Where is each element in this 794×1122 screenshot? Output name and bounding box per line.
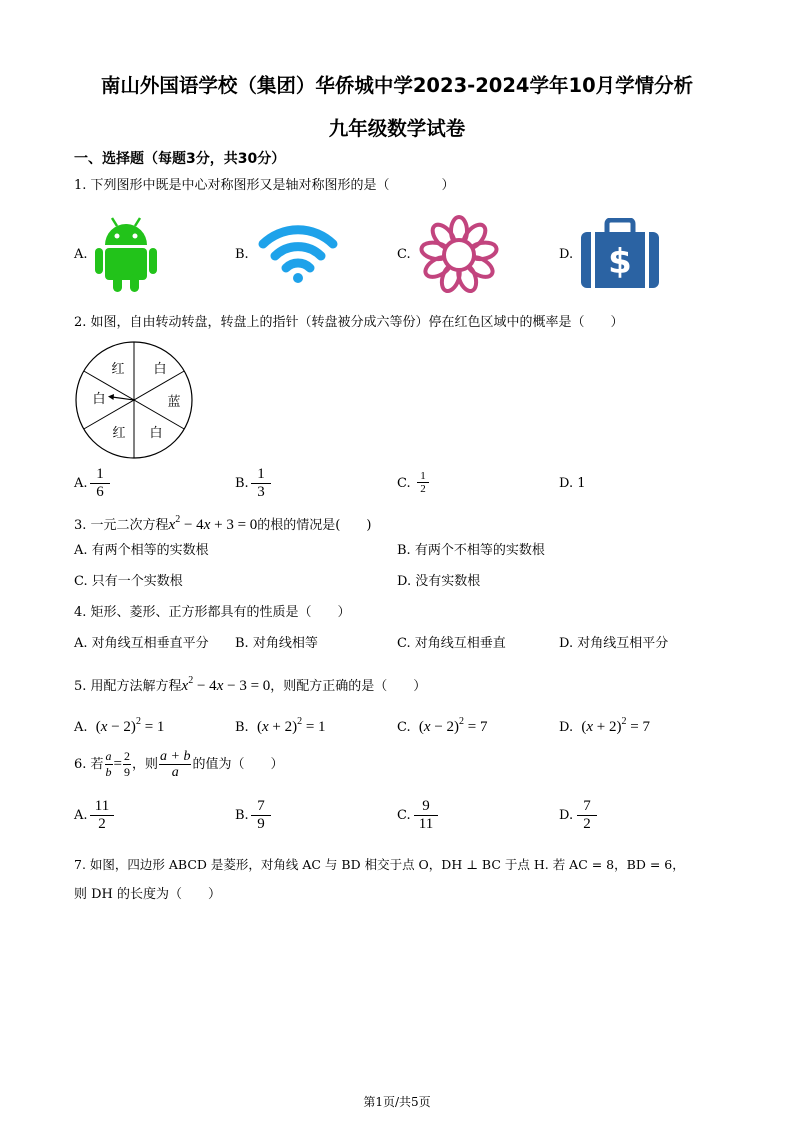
q5-option-b: B. $(x + 2)^2 = 1$ bbox=[235, 716, 326, 735]
question-1-stem: 1. 下列图形中既是中心对称图形又是轴对称图形的是（ ） bbox=[74, 178, 455, 193]
q3-prefix: 3. 一元二次方程 bbox=[74, 518, 169, 533]
spinner-wheel-figure bbox=[72, 338, 196, 462]
question-7-line2: 则 DH 的长度为（ ） bbox=[74, 887, 222, 902]
android-robot-icon bbox=[92, 214, 160, 294]
q6-mid: ，则 bbox=[132, 757, 159, 772]
wheel-sector-1: 红 bbox=[111, 362, 125, 377]
q6-condition-fraction-ab: $\frac{a}{b}$ bbox=[105, 749, 112, 779]
question-7-line1: 7. 如图，四边形 ABCD 是菱形，对角线 AC 与 BD 相交于点 O，DH ⊥ BC 于点 H. 若 AC = 8，BD = 6， bbox=[74, 857, 685, 872]
q3-option-a: A. 有两个相等的实数根 bbox=[74, 543, 209, 558]
question-2-stem: 2. 如图，自由转动转盘，转盘上的指针（转盘被分成六等份）停在红色区域中的概率是（ ） bbox=[74, 315, 624, 330]
q6-expression-fraction: $\frac{a + b}{a}$ bbox=[160, 749, 191, 780]
q5-suffix: ，则配方正确的是（ ） bbox=[270, 679, 427, 694]
page-title: 南山外国语学校（集团）华侨城中学2023-2024学年10月学情分析 bbox=[100, 74, 694, 97]
q4-option-b: B. 对角线相等 bbox=[235, 636, 318, 651]
q2-option-c-label: C. bbox=[397, 476, 411, 491]
section-header: 一、选择题（每题3分，共30分） bbox=[74, 151, 286, 167]
q6-option-c-label: C. bbox=[397, 808, 411, 823]
q6-prefix: 6. 若 bbox=[74, 757, 104, 772]
q1-option-a-label: A. bbox=[74, 247, 88, 262]
wifi-icon bbox=[255, 222, 341, 286]
wheel-sector-2: 白 bbox=[153, 362, 167, 377]
question-6-stem bbox=[74, 748, 284, 781]
flower-outline-icon bbox=[418, 214, 500, 296]
q2-option-b-fraction: $\frac{1}{3}$ bbox=[251, 466, 271, 501]
q2-option-d: D. 1 bbox=[559, 476, 586, 491]
wheel-sector-6: 白 bbox=[92, 392, 106, 407]
dollar-briefcase-icon bbox=[579, 218, 661, 290]
q6-option-a-fraction: $\frac{11}{2}$ bbox=[90, 798, 114, 833]
page-footer: 第1页/共5页 bbox=[363, 1095, 431, 1109]
question-3-stem bbox=[74, 512, 371, 534]
page-subtitle: 九年级数学试卷 bbox=[328, 117, 466, 140]
q2-option-c-fraction: $\frac{1}{2}$ bbox=[417, 470, 429, 495]
q3-option-b: B. 有两个不相等的实数根 bbox=[397, 543, 545, 558]
q5-option-a: A. $(x - 2)^2 = 1$ bbox=[74, 716, 165, 735]
q3-option-c: C. 只有一个实数根 bbox=[74, 574, 183, 589]
q3-suffix: 的根的情况是( ) bbox=[257, 518, 372, 533]
q5-option-c: C. $(x - 2)^2 = 7$ bbox=[397, 716, 488, 735]
q6-option-b-fraction: $\frac{7}{9}$ bbox=[251, 798, 271, 833]
q6-condition-equals: = bbox=[113, 756, 123, 772]
svg-text:$: $ bbox=[608, 242, 632, 282]
q2-option-a-label: A. bbox=[74, 476, 88, 491]
q2-option-a-fraction: $\frac{1}{6}$ bbox=[90, 466, 110, 501]
q6-option-b-label: B. bbox=[235, 808, 249, 823]
question-4-stem: 4. 矩形、菱形、正方形都具有的性质是（ ） bbox=[74, 605, 351, 620]
q6-option-a-label: A. bbox=[74, 808, 88, 823]
wheel-sector-5: 红 bbox=[112, 426, 126, 441]
q4-option-d: D. 对角线互相平分 bbox=[559, 636, 669, 651]
q5-equation: $x^2 - 4x - 3 = 0$ bbox=[181, 675, 271, 694]
q4-option-a: A. 对角线互相垂直平分 bbox=[74, 636, 209, 651]
q5-prefix: 5. 用配方法解方程 bbox=[74, 679, 182, 694]
wheel-sector-3: 蓝 bbox=[167, 395, 181, 410]
spinner-pointer-arrow bbox=[108, 394, 114, 400]
q2-option-b-label: B. bbox=[235, 476, 249, 491]
q6-option-d-fraction: $\frac{7}{2}$ bbox=[577, 798, 597, 833]
q6-condition-fraction-29: $\frac{2}{9}$ bbox=[124, 749, 131, 779]
q6-suffix: 的值为（ ） bbox=[192, 757, 284, 772]
question-5-stem bbox=[74, 673, 426, 695]
q6-option-c-fraction: $\frac{9}{11}$ bbox=[414, 798, 438, 833]
q4-option-c: C. 对角线互相垂直 bbox=[397, 636, 506, 651]
q6-option-d-label: D. bbox=[559, 808, 574, 823]
q5-option-d: D. $(x + 2)^2 = 7$ bbox=[559, 716, 650, 735]
q1-option-d-label: D. bbox=[559, 247, 574, 262]
q3-option-d: D. 没有实数根 bbox=[397, 574, 481, 589]
q1-option-b-label: B. bbox=[235, 247, 249, 262]
wheel-sector-4: 白 bbox=[149, 426, 163, 441]
q1-option-c-label: C. bbox=[397, 247, 411, 262]
q3-equation: $x^2 - 4x + 3 = 0$ bbox=[168, 514, 258, 533]
